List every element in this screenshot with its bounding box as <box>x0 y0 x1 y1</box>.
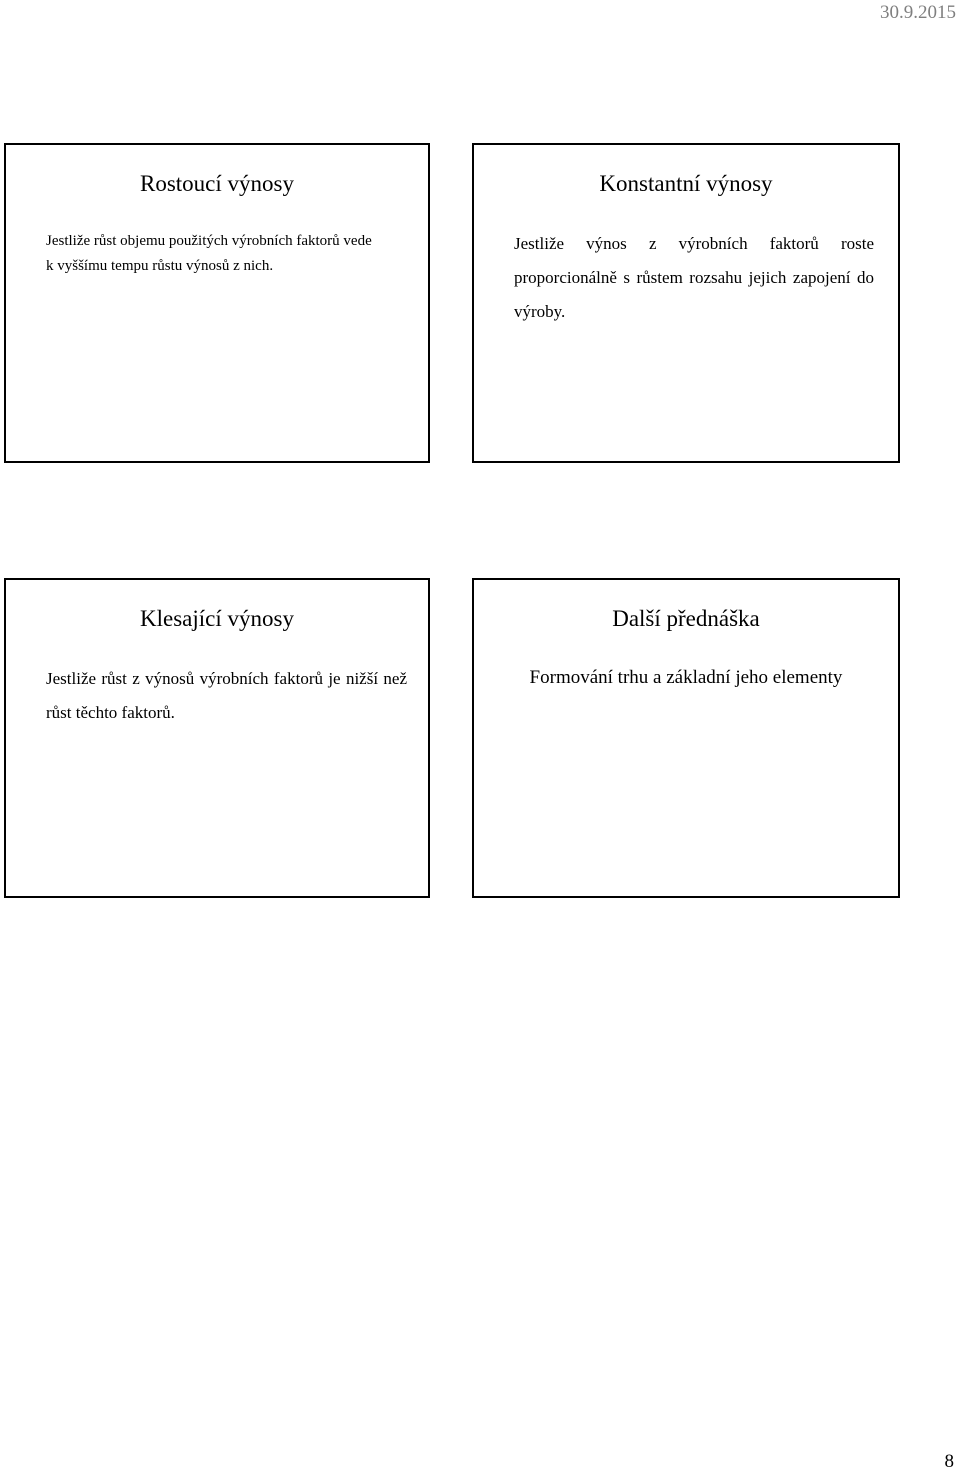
slide-body-text: Formování trhu a základní jeho elementy <box>529 667 843 688</box>
slide-title: Konstantní výnosy <box>599 171 773 196</box>
slide-body-text: Jestliže růst objemu použitých výrobních faktorů vede k vyššímu tempu růstu výnosů z nich. <box>46 233 372 274</box>
page-number: 8 <box>944 1451 954 1472</box>
slide-dalsi-prednaska <box>472 578 900 898</box>
slide-title: Klesající výnosy <box>140 606 294 631</box>
slide-title: Další přednáška <box>612 606 760 631</box>
slide-rostouci-vynosy <box>4 143 430 463</box>
slide-body-text: Jestliže růst z výnosů výrobních faktorů je nižší než růst těchto faktorů. <box>46 669 407 722</box>
slide-klesajici-vynosy <box>4 578 430 898</box>
slide-body-text: Jestliže výnos z výrobních faktorů roste proporcionálně s růstem rozsahu jejich zapojení do výroby. <box>514 234 874 321</box>
slide-title: Rostoucí výnosy <box>140 171 294 196</box>
handout-date: 30.9.2015 <box>880 2 956 23</box>
slide-konstantni-vynosy <box>472 143 900 463</box>
